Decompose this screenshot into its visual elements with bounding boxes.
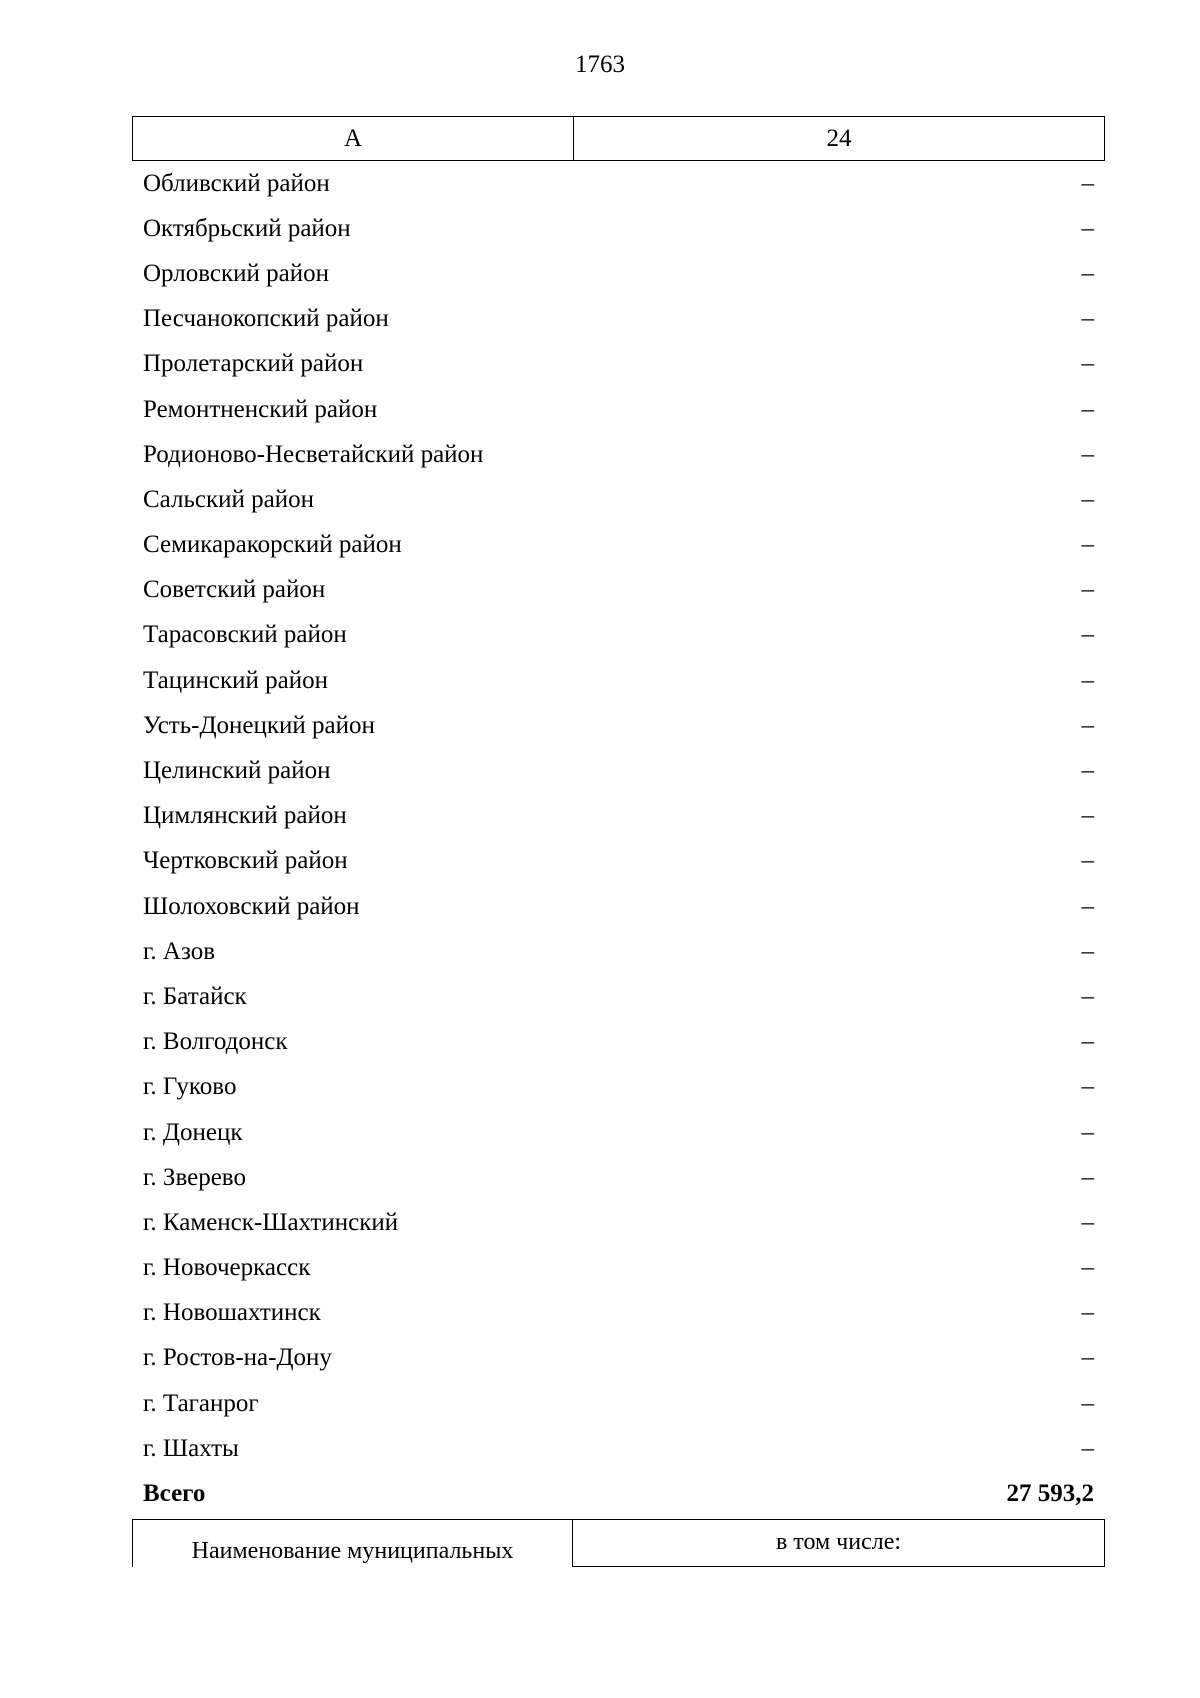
row-value: – bbox=[1081, 531, 1094, 559]
row-name: Октябрьский район bbox=[143, 214, 351, 242]
row-value: – bbox=[1081, 711, 1094, 739]
table-row bbox=[132, 342, 1105, 387]
table-row bbox=[132, 974, 1105, 1019]
row-name: г. Шахты bbox=[143, 1434, 239, 1462]
table-body bbox=[132, 161, 1105, 1471]
table-row bbox=[132, 523, 1105, 568]
page-number: 1763 bbox=[575, 51, 625, 78]
table-row bbox=[132, 206, 1105, 251]
row-value: – bbox=[1081, 847, 1094, 875]
row-value: – bbox=[1081, 350, 1094, 378]
data-table bbox=[132, 116, 1105, 1567]
total-label: Всего bbox=[143, 1480, 206, 1508]
table-row bbox=[132, 1246, 1105, 1291]
row-name: Чертковский район bbox=[143, 847, 348, 875]
table-row bbox=[132, 1065, 1105, 1110]
row-value: – bbox=[1081, 440, 1094, 468]
row-name: г. Азов bbox=[143, 937, 216, 965]
row-value: – bbox=[1081, 757, 1094, 785]
row-value: – bbox=[1081, 1299, 1094, 1327]
table-row bbox=[132, 1426, 1105, 1471]
table-row bbox=[132, 1336, 1105, 1381]
row-name: г. Зверево bbox=[143, 1163, 246, 1191]
row-name: Обливский район bbox=[143, 169, 330, 197]
table-header bbox=[132, 116, 1105, 161]
table-row bbox=[132, 1155, 1105, 1200]
row-value: – bbox=[1081, 1073, 1094, 1101]
row-name: г. Новочеркасск bbox=[143, 1254, 311, 1282]
row-name: г. Гуково bbox=[143, 1073, 237, 1101]
row-name: Советский район bbox=[143, 576, 326, 604]
table-row bbox=[132, 929, 1105, 974]
row-value: – bbox=[1081, 621, 1094, 649]
total-value: 27 593,2 bbox=[1006, 1480, 1094, 1508]
row-value: – bbox=[1081, 982, 1094, 1010]
table-row bbox=[132, 613, 1105, 658]
row-name: г. Батайск bbox=[143, 982, 247, 1010]
row-value: – bbox=[1081, 485, 1094, 513]
table-row bbox=[132, 794, 1105, 839]
continuation-header-col-a: Наименование муниципальных bbox=[132, 1519, 573, 1567]
table-row bbox=[132, 1110, 1105, 1155]
row-name: г. Волгодонск bbox=[143, 1028, 288, 1056]
table-row bbox=[132, 477, 1105, 522]
row-value: – bbox=[1081, 1028, 1094, 1056]
row-value: – bbox=[1081, 1389, 1094, 1417]
row-value: – bbox=[1081, 892, 1094, 920]
row-value: – bbox=[1081, 305, 1094, 333]
row-value: – bbox=[1081, 802, 1094, 830]
row-value: – bbox=[1081, 1434, 1094, 1462]
row-value: – bbox=[1081, 395, 1094, 423]
row-name: Сальский район bbox=[143, 485, 314, 513]
row-value: – bbox=[1081, 169, 1094, 197]
row-value: – bbox=[1081, 937, 1094, 965]
table-row bbox=[132, 297, 1105, 342]
row-value: – bbox=[1081, 1118, 1094, 1146]
row-value: – bbox=[1081, 666, 1094, 694]
total-row bbox=[132, 1471, 1105, 1516]
row-name: Целинский район bbox=[143, 757, 331, 785]
row-name: г. Ростов-на-Дону bbox=[143, 1344, 332, 1372]
table-row bbox=[132, 432, 1105, 477]
table-row bbox=[132, 161, 1105, 206]
continuation-header-col-b: в том числе: bbox=[573, 1519, 1105, 1567]
row-name: Пролетарский район bbox=[143, 350, 364, 378]
row-name: Ремонтненский район bbox=[143, 395, 378, 423]
row-name: г. Новошахтинск bbox=[143, 1299, 321, 1327]
row-name: Орловский район bbox=[143, 259, 329, 287]
table-row bbox=[132, 1291, 1105, 1336]
row-name: г. Донецк bbox=[143, 1118, 243, 1146]
row-name: Песчанокопский район bbox=[143, 305, 389, 333]
row-value: – bbox=[1081, 214, 1094, 242]
row-value: – bbox=[1081, 259, 1094, 287]
row-value: – bbox=[1081, 1208, 1094, 1236]
row-name: Тацинский район bbox=[143, 666, 328, 694]
table-row bbox=[132, 1020, 1105, 1065]
table-row bbox=[132, 1200, 1105, 1245]
continuation-header bbox=[132, 1519, 1105, 1567]
row-name: Усть-Донецкий район bbox=[143, 711, 375, 739]
header-col-a: А bbox=[133, 117, 574, 160]
row-name: Шолоховский район bbox=[143, 892, 360, 920]
row-name: Цимлянский район bbox=[143, 802, 347, 830]
table-row bbox=[132, 387, 1105, 432]
row-name: Родионово-Несветайский район bbox=[143, 440, 484, 468]
header-col-b: 24 bbox=[826, 124, 852, 152]
table-row bbox=[132, 839, 1105, 884]
row-name: г. Каменск-Шахтинский bbox=[143, 1208, 399, 1236]
row-name: Тарасовский район bbox=[143, 621, 347, 649]
table-row bbox=[132, 658, 1105, 703]
row-value: – bbox=[1081, 1254, 1094, 1282]
table-row bbox=[132, 1381, 1105, 1426]
row-name: Семикаракорский район bbox=[143, 531, 402, 559]
table-row bbox=[132, 748, 1105, 793]
row-value: – bbox=[1081, 1344, 1094, 1372]
table-row bbox=[132, 884, 1105, 929]
row-name: г. Таганрог bbox=[143, 1389, 259, 1417]
table-row bbox=[132, 568, 1105, 613]
table-row bbox=[132, 251, 1105, 296]
table-row bbox=[132, 703, 1105, 748]
row-value: – bbox=[1081, 576, 1094, 604]
row-value: – bbox=[1081, 1163, 1094, 1191]
